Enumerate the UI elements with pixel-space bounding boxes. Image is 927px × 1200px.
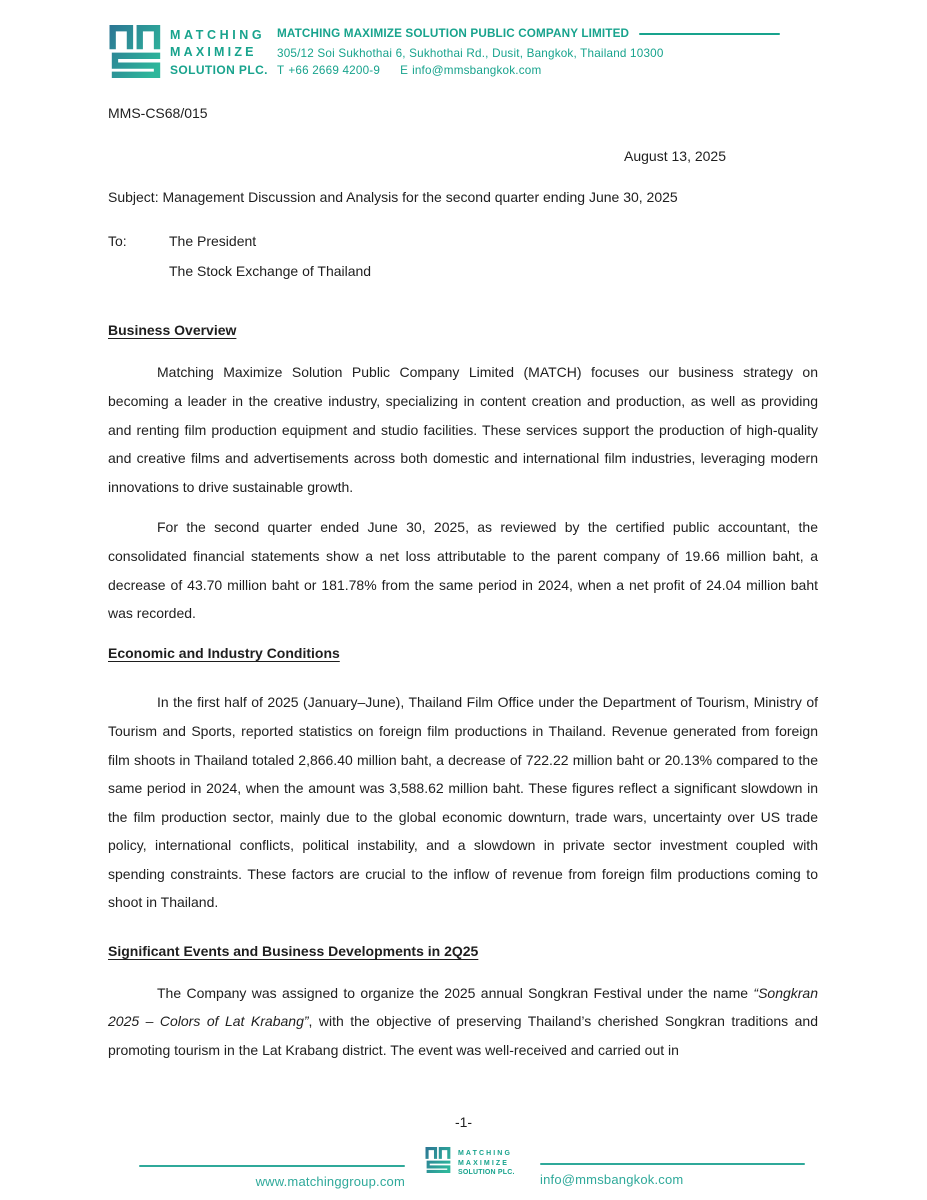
paragraph-economic-1: In the first half of 2025 (January–June), Thailand Film Office under the Department of Tourism, Ministry of Tourism and Sports, reported statistics on foreign film productions in Thailand. Revenue generated from foreign film shoots in Thailand totaled 2,866.40 million baht, a decrease of 722.22 million baht or 20.13% compared to the same period in 2024, when the amount was 3,588.62 million baht. These figures reflect a significant slowdown in the film production sector, mainly due to the global economic downturn, trade wars, uncertainty over US trade policy, international conflicts, political instability, and a slowdown in private sector investment coupled with spending constraints. These factors are crucial to the inflow of revenue from foreign film productions coming to shoot in Thailand. [108, 694, 818, 911]
phone-label: T [277, 64, 285, 77]
heading-business-overview: Business Overview [108, 321, 237, 338]
recipient-block [108, 226, 818, 286]
heading-economic-conditions: Economic and Industry Conditions [108, 644, 340, 661]
email-address: info@mmsbangkok.com [412, 64, 542, 77]
footer-website: www.matchinggroup.com [255, 1174, 405, 1189]
reference-number: MMS-CS68/015 [108, 105, 208, 121]
events-text-italic: “Songkran 2025 – Colors of Lat Krabang” [108, 984, 818, 1030]
letter-date: August 13, 2025 [624, 147, 726, 164]
footer-left [139, 1165, 405, 1189]
phone-number: +66 2669 4200-9 [288, 64, 381, 77]
email-label: E [400, 64, 409, 77]
footer-wordmark [458, 1149, 515, 1178]
footer-left-rule [139, 1165, 405, 1167]
footer-mms-logo-icon [425, 1147, 452, 1173]
recipient-2: The Stock Exchange of Thailand [169, 262, 372, 279]
paragraph-business-1: Matching Maximize Solution Public Company Limited (MATCH) focuses our business strategy on becoming a leader in the creative industry, specializing in content creation and production, as well as providing and renting film production equipment and studio facilities. These services support the production of high-quality and creative films and advertisements across both domestic and international film industries, leveraging modern innovations to drive sustainable growth. [108, 364, 818, 495]
footer-right [540, 1163, 805, 1187]
events-text-before: The Company was assigned to organize the 2025 annual Songkran Festival under the name [157, 984, 754, 1001]
footer-email: info@mmsbangkok.com [540, 1172, 684, 1187]
wordmark-line-1: MATCHING [170, 28, 266, 42]
footer-wordmark-line-3: SOLUTION PLC. [458, 1169, 515, 1177]
heading-significant-events: Significant Events and Business Developments in 2Q25 [108, 943, 479, 960]
wordmark-line-3: SOLUTION PLC. [170, 62, 268, 77]
page-number: -1- [454, 1114, 473, 1130]
subject-line: Subject: Management Discussion and Analysis for the second quarter ending June 30, 2025 [108, 189, 678, 206]
wordmark-line-2: MAXIMIZE [170, 45, 257, 60]
events-text-after: , with the objective of preserving Thailand’s cherished Songkran traditions and promoting tourism in the Lat Krabang district. The event was well-received and carried out in [108, 1013, 818, 1058]
recipient-lines [169, 226, 371, 286]
footer-right-rule [540, 1163, 805, 1165]
footer-wordmark-line-1: MATCHING [458, 1150, 512, 1157]
footer-wordmark-line-2: MAXIMIZE [458, 1159, 510, 1167]
company-name: MATCHING MAXIMIZE SOLUTION PUBLIC COMPANY LIMITED [277, 27, 630, 40]
paragraph-events-1 [108, 979, 818, 1065]
to-label: To: [108, 232, 127, 249]
letter-body [108, 0, 818, 1064]
recipient-1: The President [169, 232, 257, 249]
company-address: 305/12 Soi Sukhothai 6, Sukhothai Rd., Dusit, Bangkok, Thailand 10300 [277, 47, 664, 60]
footer-logo [425, 1147, 515, 1178]
paragraph-business-2: For the second quarter ended June 30, 2025, as reviewed by the certified public accountant, the consolidated financial statements show a net loss attributable to the parent company of 19.66 million baht, a decrease of 43.70 million baht or 181.78% from the same period in 2024, when a net profit of 24.04 million baht was recorded. [108, 519, 818, 622]
